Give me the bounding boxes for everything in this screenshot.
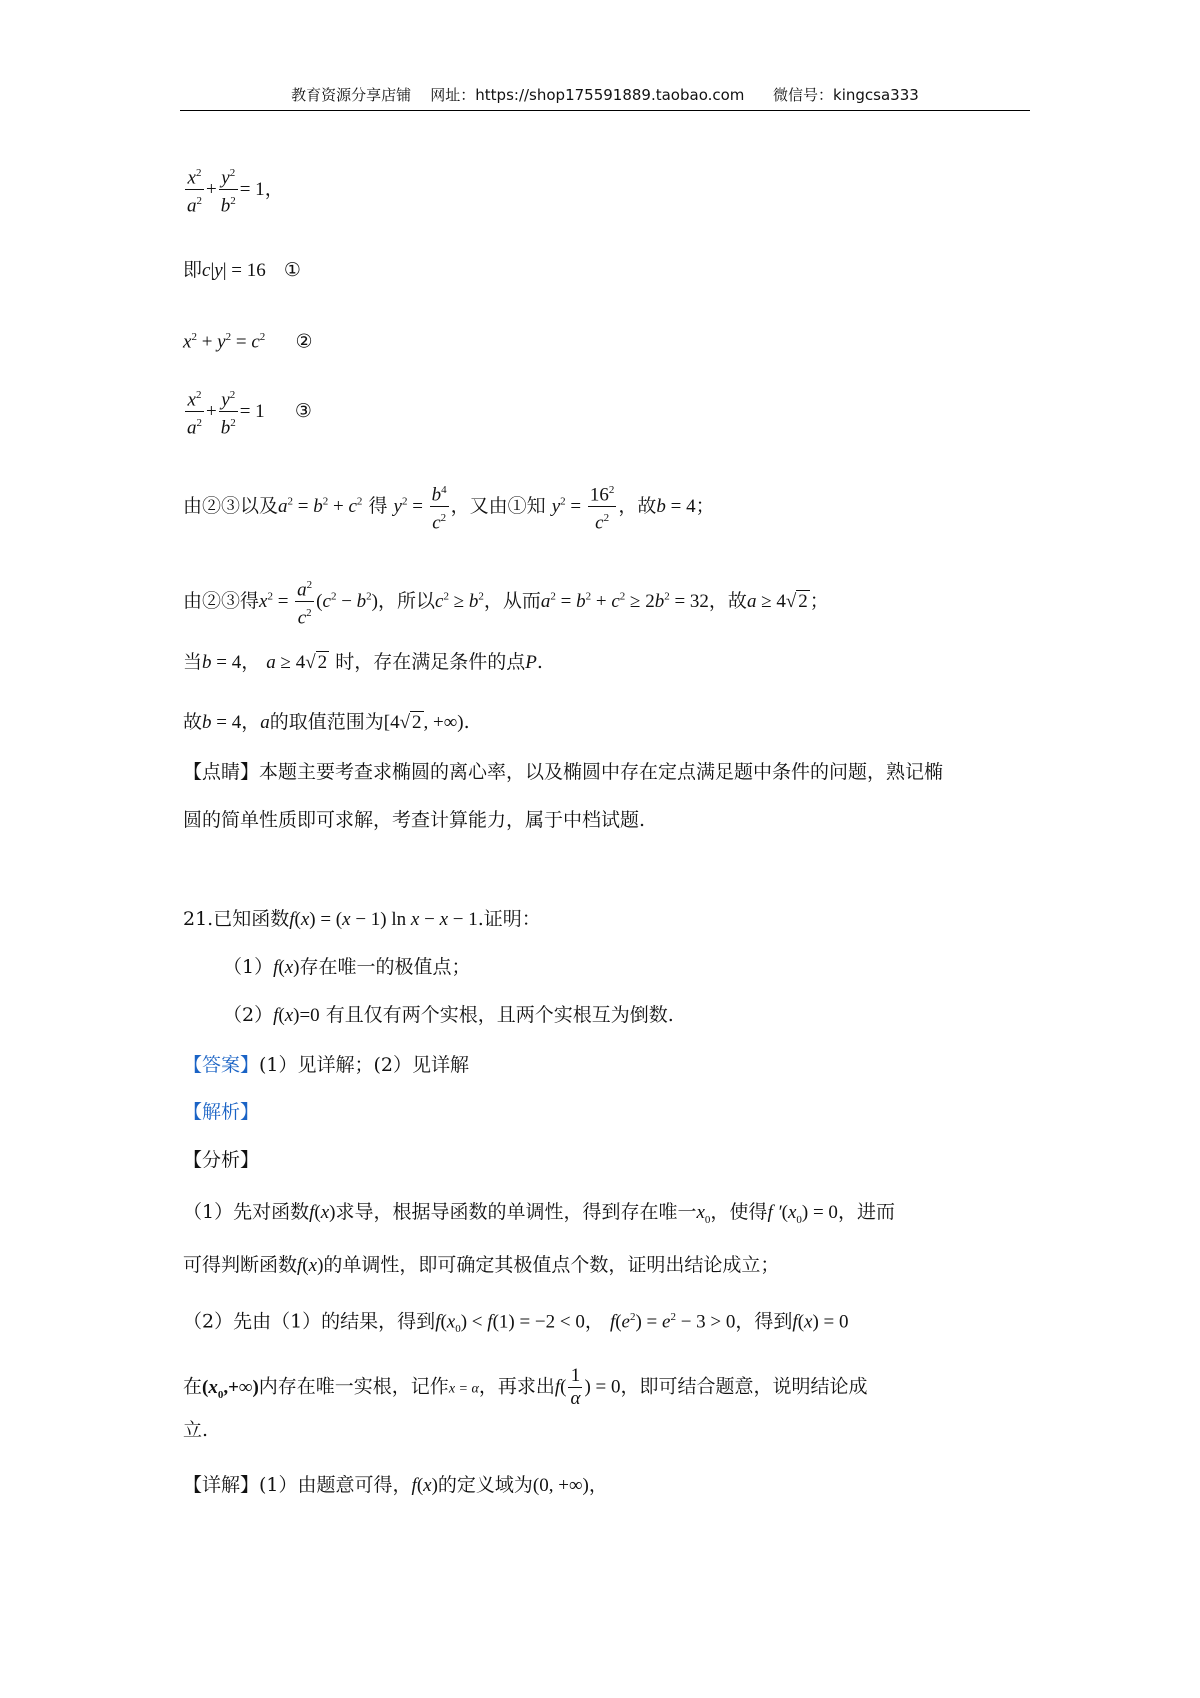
fenxi-line-1: （1）先对函数f(x)求导，根据导函数的单调性，得到存在唯一$x_0$，使得f $'(x_0) = 0$，进而	[183, 1201, 895, 1226]
dianjing-line-1: 【点睛】本题主要考查求椭圆的离心率，以及椭圆中存在定点满足题中条件的问题，熟记椭	[183, 761, 944, 783]
fenxi-line-2: 可得判断函数f(x)的单调性，即可确定其极值点个数，证明出结论成立；	[183, 1254, 780, 1276]
jiexi-tag: 【解析】	[183, 1101, 260, 1123]
q21-part-1: （1）f(x)存在唯一的极值点；	[223, 956, 471, 978]
derive-b: 由②③以及$a^2 = b^2 + c^2$ 得 $y^2$ = $\frac{b^4}{c^2}$ ，又由①知 $y^2$ = $\frac{16^2}{c^2}$ ，故b = 4；	[183, 480, 715, 534]
dianjing-line-2: 圆的简单性质即可求解，考查计算能力，属于中档试题.	[183, 809, 646, 831]
header-url-label: 网址：	[430, 86, 476, 104]
fenxi-tag: 【分析】	[183, 1149, 260, 1171]
header-wechat-label: 微信号：	[773, 86, 834, 104]
fenxi-line-3: （2）先由（1）的结果，得到$f(x_0) < f(1) = -2 < 0$， $f(e^2) = e^2 - 3 > 0$，得到f(x) = 0	[183, 1310, 849, 1336]
answer-tag: 【答案】	[183, 1054, 260, 1076]
header-url[interactable]: https://shop175591889.taobao.com	[475, 86, 745, 104]
page-header	[180, 84, 1030, 105]
header-shop: 教育资源分享店铺	[291, 86, 412, 104]
header-rule	[180, 110, 1030, 111]
header-wechat: kingcsa333	[833, 86, 919, 104]
q21-part-2: （2）f(x)=0 有且仅有两个实根，且两个实根互为倒数.	[223, 1004, 674, 1026]
xiangjie-line: 【详解】(1）由题意可得，f(x)的定义域为(0, +∞)，	[183, 1474, 608, 1496]
answer-line: 【答案】(1）见详解；(2）见详解	[183, 1054, 470, 1076]
fenxi-line-4: 在$(x_0,+\infty)$内存在唯一实根，记作x = α，再求出f( $\frac{1}{\alpha}$ ) = 0，即可结合题意，说明结论成	[183, 1365, 868, 1409]
derive-a: 由②③得$x^2$ = $\frac{a^2}{c^2}$ $(c^2 - b^2)$，所以$c^2 \ge b^2$，从而$a^2 = b^2 + c^2 \ge 2b^2 = 32$，故a ≥ 4√ 2 ；	[183, 575, 829, 629]
eq-ellipse: $\frac{x^2}{a^2}$ + $\frac{y^2}{b^2}$ = 1，	[183, 163, 284, 217]
conclusion-line: 故b = 4，a的取值范围为[4√ 2 , +∞).	[183, 711, 470, 733]
condition-line: 当b = 4， a ≥ 4√ 2 时，存在满足条件的点P.	[183, 651, 543, 673]
eq-1: 即c|y| = 16 ①	[183, 259, 301, 281]
eq-2: $x^2 + y^2 = c^2$ ②	[183, 330, 313, 353]
eq-3: $\frac{x^2}{a^2}$ + $\frac{y^2}{b^2}$ = 1 ③	[183, 385, 312, 439]
q21-stem: 21.已知函数f(x) = (x − 1) ln x − x − 1.证明：	[183, 908, 541, 930]
fenxi-line-5: 立.	[183, 1419, 209, 1441]
